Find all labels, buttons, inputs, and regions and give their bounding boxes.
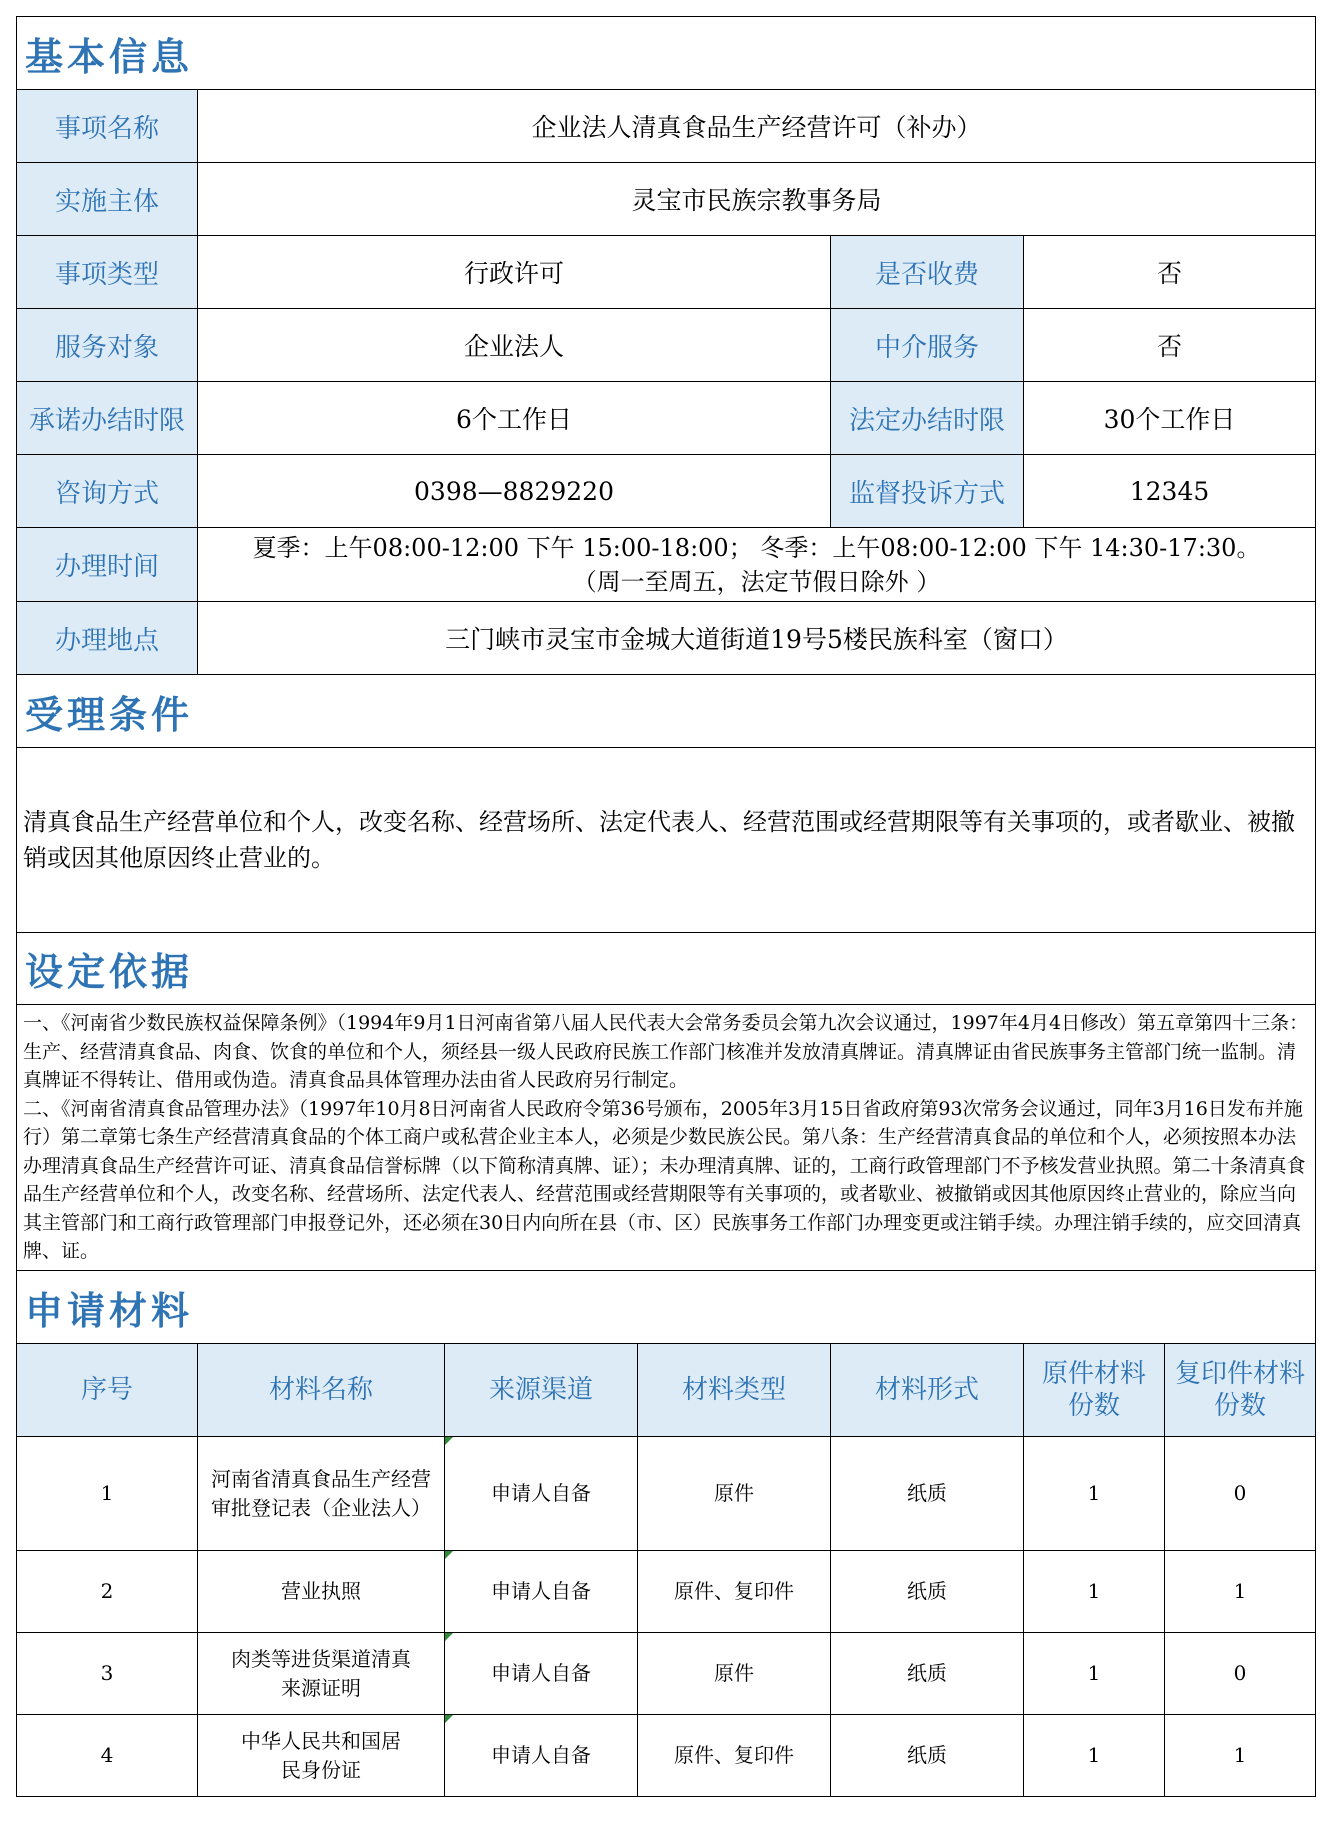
fee-value: 否 bbox=[1024, 236, 1316, 309]
col-header-form: 材料形式 bbox=[831, 1344, 1024, 1437]
section-basis bbox=[17, 933, 1316, 1005]
col-header-source: 来源渠道 bbox=[445, 1344, 638, 1437]
material-source: 申请人自备 bbox=[445, 1715, 638, 1797]
subject-label: 实施主体 bbox=[17, 163, 198, 236]
material-kind: 原件 bbox=[638, 1437, 831, 1551]
row-item-name bbox=[17, 90, 1316, 163]
material-source: 申请人自备 bbox=[445, 1633, 638, 1715]
comment-marker-icon bbox=[445, 1633, 453, 1641]
col-header-orig-count: 原件材料份数 bbox=[1024, 1344, 1165, 1437]
material-name: 营业执照 bbox=[198, 1551, 445, 1633]
item-name-value: 企业法人清真食品生产经营许可（补办） bbox=[198, 90, 1316, 163]
material-form: 纸质 bbox=[831, 1437, 1024, 1551]
hours-line-2: （周一至周五，法定节假日除外 ） bbox=[572, 567, 941, 596]
col-header-name: 材料名称 bbox=[198, 1344, 445, 1437]
material-source: 申请人自备 bbox=[445, 1437, 638, 1551]
comment-marker-icon bbox=[445, 1437, 453, 1445]
place-value: 三门峡市灵宝市金城大道街道19号5楼民族科室（窗口） bbox=[198, 602, 1316, 675]
comment-marker-icon bbox=[445, 1715, 453, 1723]
conditions-text: 清真食品生产经营单位和个人，改变名称、经营场所、法定代表人、经营范围或经营期限等有关事项的，或者歇业、被撤销或因其他原因终止营业的。 bbox=[17, 748, 1316, 933]
subject-value: 灵宝市民族宗教事务局 bbox=[198, 163, 1316, 236]
section-title: 基本信息 bbox=[17, 17, 1316, 90]
row-conditions bbox=[17, 748, 1316, 933]
row-number: 4 bbox=[17, 1715, 198, 1797]
row-place bbox=[17, 602, 1316, 675]
material-kind: 原件、复印件 bbox=[638, 1715, 831, 1797]
comment-marker-icon bbox=[445, 1551, 453, 1559]
material-orig-count: 1 bbox=[1024, 1633, 1165, 1715]
legal-value: 30个工作日 bbox=[1024, 382, 1316, 455]
table-row bbox=[17, 1437, 1316, 1551]
fee-label: 是否收费 bbox=[831, 236, 1024, 309]
promise-label: 承诺办结时限 bbox=[17, 382, 198, 455]
section-title: 申请材料 bbox=[17, 1271, 1316, 1344]
section-basic-info bbox=[17, 17, 1316, 90]
material-form: 纸质 bbox=[831, 1715, 1024, 1797]
material-form: 纸质 bbox=[831, 1633, 1024, 1715]
place-label: 办理地点 bbox=[17, 602, 198, 675]
section-conditions bbox=[17, 675, 1316, 748]
row-basis bbox=[17, 1005, 1316, 1271]
target-label: 服务对象 bbox=[17, 309, 198, 382]
consult-label: 咨询方式 bbox=[17, 455, 198, 528]
material-copy-count: 1 bbox=[1165, 1551, 1316, 1633]
service-guide-sheet bbox=[16, 16, 1315, 1797]
material-orig-count: 1 bbox=[1024, 1551, 1165, 1633]
material-kind: 原件 bbox=[638, 1633, 831, 1715]
material-form: 纸质 bbox=[831, 1551, 1024, 1633]
material-orig-count: 1 bbox=[1024, 1715, 1165, 1797]
type-label: 事项类型 bbox=[17, 236, 198, 309]
basis-text: 一、《河南省少数民族权益保障条例》（1994年9月1日河南省第八届人民代表大会常务委员会第九次会议通过，1997年4月4日修改）第五章第四十三条：生产、经营清真食品、肉食、饮食的单位和个人，须经县一级人民政府民族工作部门核准并发放清真牌证。清真牌证由省民族事务主管部门统一监制。清真牌证不得转让、借用或伪造。清真食品具体管理办法由省人民政府另行制定。 二、《河南省清真食品管理办法》（1997年10月8日河南省人民政府令第36号颁布，2005年3月15日省政府第93次常务会议通过，同年3月16日发布并施行）第二章第七条生产经营清真食品的个体工商户或私营企业主本人，必须是少数民族公民。第八条：生产经营清真食品的单位和个人，必须按照本办法办理清真食品生产经营许可证、清真食品信誉标牌（以下简称清真牌、证）；未办理清真牌、证的，工商行政管理部门不予核发营业执照。第二十条清真食品生产经营单位和个人，改变名称、经营场所、法定代表人、经营范围或经营期限等有关事项的，或者歇业、被撤销或因其他原因终止营业的，除应当向其主管部门和工商行政管理部门申报登记外，还必须在30日内向所在县（市、区）民族事务工作部门办理变更或注销手续。办理注销手续的，应交回清真牌、证。 bbox=[17, 1005, 1316, 1271]
row-type bbox=[17, 236, 1316, 309]
material-copy-count: 1 bbox=[1165, 1715, 1316, 1797]
item-name-label: 事项名称 bbox=[17, 90, 198, 163]
complaint-value: 12345 bbox=[1024, 455, 1316, 528]
material-orig-count: 1 bbox=[1024, 1437, 1165, 1551]
type-value: 行政许可 bbox=[198, 236, 831, 309]
row-contact bbox=[17, 455, 1316, 528]
target-value: 企业法人 bbox=[198, 309, 831, 382]
table-row bbox=[17, 1551, 1316, 1633]
material-source: 申请人自备 bbox=[445, 1551, 638, 1633]
row-number: 2 bbox=[17, 1551, 198, 1633]
material-kind: 原件、复印件 bbox=[638, 1551, 831, 1633]
agency-label: 中介服务 bbox=[831, 309, 1024, 382]
material-name: 肉类等进货渠道清真来源证明 bbox=[198, 1633, 445, 1715]
col-header-no: 序号 bbox=[17, 1344, 198, 1437]
complaint-label: 监督投诉方式 bbox=[831, 455, 1024, 528]
row-number: 1 bbox=[17, 1437, 198, 1551]
section-title: 设定依据 bbox=[17, 933, 1316, 1005]
material-copy-count: 0 bbox=[1165, 1633, 1316, 1715]
material-name: 中华人民共和国居民身份证 bbox=[198, 1715, 445, 1797]
row-subject bbox=[17, 163, 1316, 236]
section-title: 受理条件 bbox=[17, 675, 1316, 748]
consult-value: 0398—8829220 bbox=[198, 455, 831, 528]
col-header-copy-count: 复印件材料份数 bbox=[1165, 1344, 1316, 1437]
row-number: 3 bbox=[17, 1633, 198, 1715]
table-row bbox=[17, 1633, 1316, 1715]
hours-line-1: 夏季：上午08:00-12:00 下午 15:00-18:00； 冬季：上午08:00-12:00 下午 14:30-17:30。 bbox=[252, 533, 1261, 562]
material-name: 河南省清真食品生产经营审批登记表（企业法人） bbox=[198, 1437, 445, 1551]
row-target bbox=[17, 309, 1316, 382]
materials-header-row bbox=[17, 1344, 1316, 1437]
col-header-kind: 材料类型 bbox=[638, 1344, 831, 1437]
promise-value: 6个工作日 bbox=[198, 382, 831, 455]
section-materials bbox=[17, 1271, 1316, 1344]
agency-value: 否 bbox=[1024, 309, 1316, 382]
hours-value bbox=[198, 528, 1316, 602]
hours-label: 办理时间 bbox=[17, 528, 198, 602]
row-time-limit bbox=[17, 382, 1316, 455]
table-row bbox=[17, 1715, 1316, 1797]
row-hours bbox=[17, 528, 1316, 602]
legal-label: 法定办结时限 bbox=[831, 382, 1024, 455]
service-guide-table bbox=[16, 16, 1316, 1797]
material-copy-count: 0 bbox=[1165, 1437, 1316, 1551]
